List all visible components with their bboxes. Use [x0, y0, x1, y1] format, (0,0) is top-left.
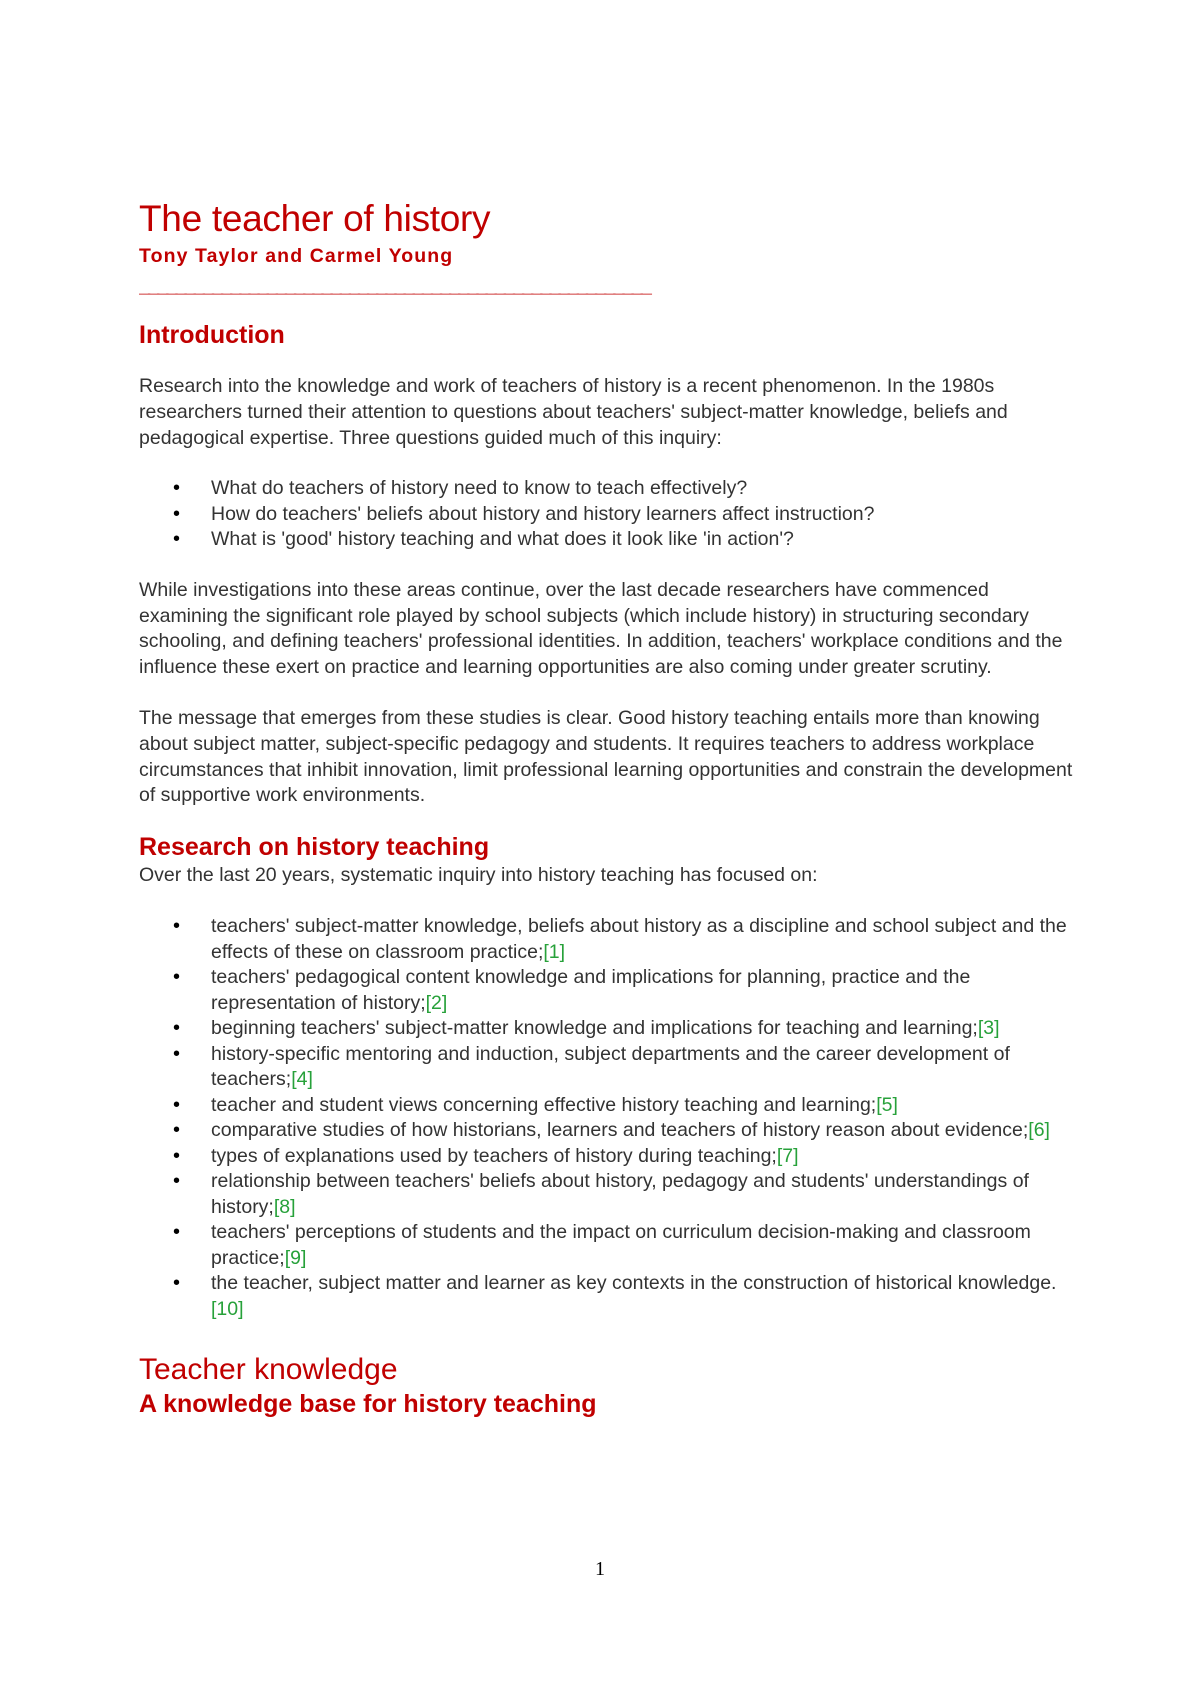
list-item — [211, 1220, 1079, 1271]
list-item-text: teacher and student views concerning effective history teaching and learning; — [211, 1093, 877, 1116]
introduction-questions-list — [139, 476, 1079, 553]
footnote-ref[interactable]: [1] — [543, 940, 566, 963]
introduction-heading: Introduction — [139, 321, 285, 349]
list-item: • How do teachers' beliefs about history and history learners affect instruction? — [211, 502, 1079, 528]
footnote-ref[interactable]: [5] — [876, 1093, 898, 1116]
research-list — [139, 914, 1079, 1322]
list-item — [211, 1271, 1079, 1322]
teacher-knowledge-heading: Teacher knowledge — [139, 1353, 398, 1387]
footnote-ref[interactable]: [3] — [977, 1017, 1000, 1040]
document-title: The teacher of history — [139, 198, 491, 239]
list-item-text: types of explanations used by teachers of history during teaching; — [211, 1144, 777, 1167]
list-item — [211, 1144, 1079, 1170]
document-authors: Tony Taylor and Carmel Young — [139, 245, 454, 267]
list-item-text: teachers' perceptions of students and the impact on curriculum decision-making and classroom practice; — [211, 1221, 1031, 1269]
list-item-text: the teacher, subject matter and learner as key contexts in the construction of historical knowledge. — [211, 1272, 1057, 1295]
footnote-ref[interactable]: [7] — [776, 1144, 799, 1167]
knowledge-base-subheading: A knowledge base for history teaching — [139, 1390, 597, 1419]
list-item — [211, 1169, 1079, 1220]
introduction-paragraph-3: The message that emerges from these studies is clear. Good history teaching entails more than knowing about subject matter, subject-specific pedagogy and students. It requires teachers to address workplace circumstances that inhibit innovation, limit professional learning opportunities and constrain the development of supportive work environments. — [139, 707, 1073, 807]
footnote-ref[interactable]: [2] — [425, 991, 448, 1014]
list-item — [211, 1118, 1079, 1144]
list-item-text: teachers' subject-matter knowledge, beliefs about history as a discipline and school subject and the effects of these on classroom practice; — [211, 915, 1067, 963]
introduction-paragraph-2: While investigations into these areas continue, over the last decade researchers have commenced examining the significant role played by school subjects (which include history) in structuring secondary schooling, and defining teachers' professional identities. In addition, teachers' workplace conditions and the influence these exert on practice and learning opportunities are also coming under greater scrutiny. — [139, 578, 1063, 679]
research-intro: Over the last 20 years, systematic inquiry into history teaching has focused on: — [139, 864, 818, 887]
list-item-text: beginning teachers' subject-matter knowledge and implications for teaching and learning; — [211, 1017, 978, 1040]
list-item: • What is 'good' history teaching and what does it look like 'in action'? — [211, 527, 1079, 553]
research-heading: Research on history teaching — [139, 833, 490, 862]
footnote-ref[interactable]: [4] — [291, 1068, 313, 1091]
list-item — [211, 965, 1079, 1016]
footnote-ref[interactable]: [8] — [273, 1195, 296, 1218]
introduction-paragraph-1: Research into the knowledge and work of teachers of history is a recent phenomenon. In the 1980s researchers turned their attention to questions about teachers' subject-matter knowledge, beliefs and pedagogical expertise. Three questions guided much of this inquiry: — [139, 375, 1008, 449]
list-item: • What do teachers of history need to know to teach effectively? — [211, 476, 1079, 502]
list-item-text: teachers' pedagogical content knowledge and implications for planning, practice and the representation of history; — [211, 966, 971, 1014]
list-item-text: comparative studies of how historians, learners and teachers of history reason about evidence; — [211, 1119, 1029, 1142]
document-page — [139, 195, 1079, 1420]
title-rule: ________________________________________________________ — [139, 275, 650, 297]
footnote-ref[interactable]: [9] — [284, 1246, 307, 1269]
footnote-ref[interactable]: [6] — [1028, 1119, 1050, 1142]
page-number: 1 — [595, 1558, 605, 1580]
footnote-ref[interactable]: [10] — [211, 1297, 244, 1320]
list-item-text: history-specific mentoring and induction, subject departments and the career development of teachers; — [211, 1042, 1010, 1091]
list-item — [211, 914, 1079, 965]
list-item-text: relationship between teachers' beliefs about history, pedagogy and students' understandings of history; — [211, 1170, 1029, 1218]
list-item — [211, 1042, 1079, 1093]
list-item — [211, 1016, 1079, 1042]
list-item — [211, 1093, 1079, 1119]
